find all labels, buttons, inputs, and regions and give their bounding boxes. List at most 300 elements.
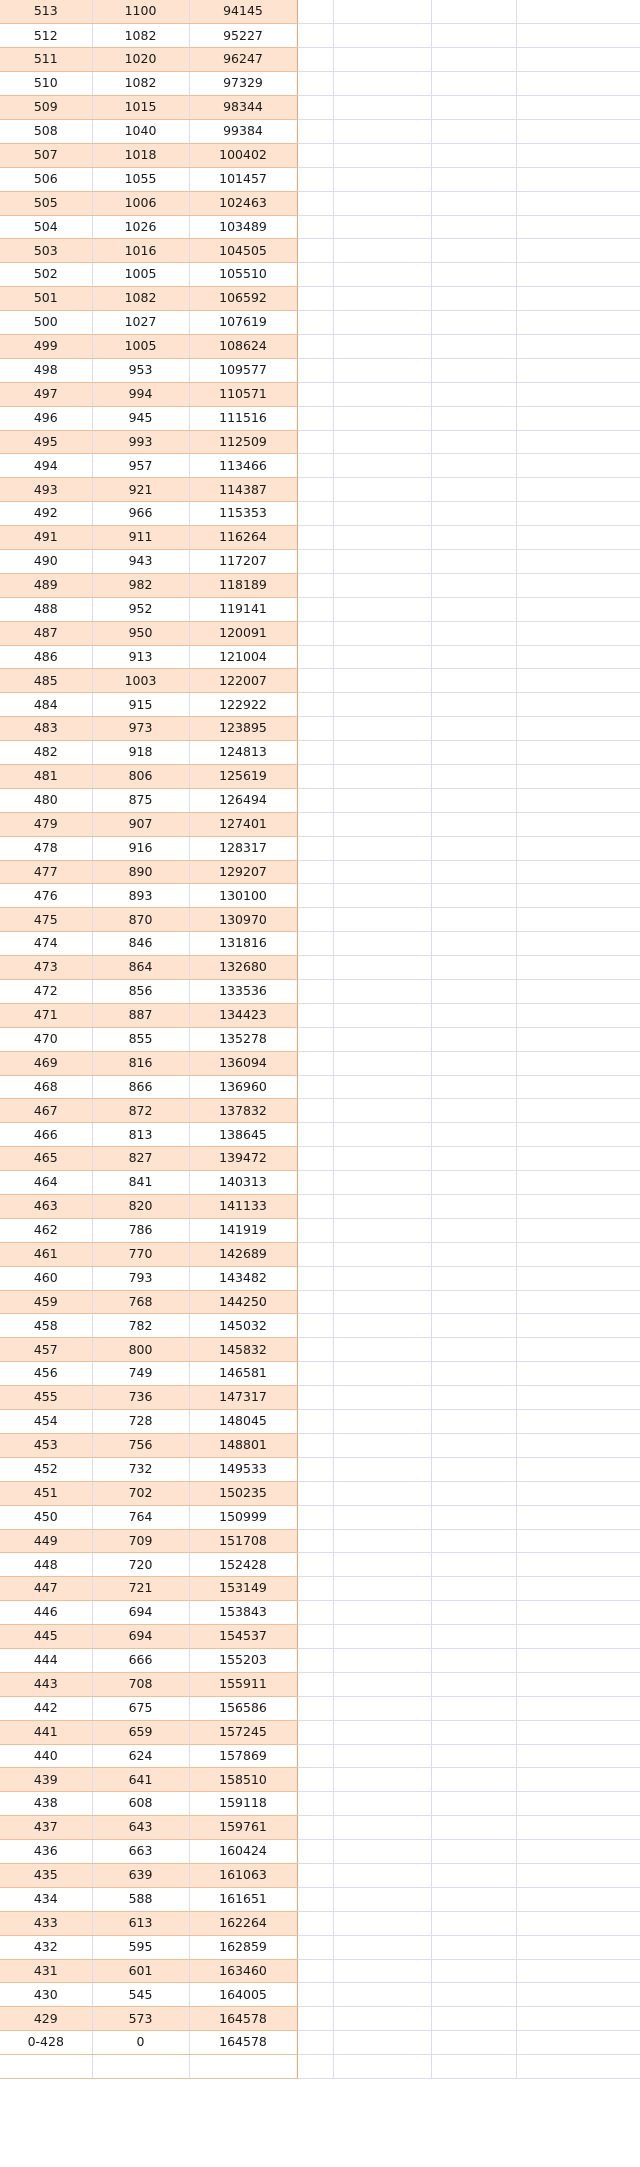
- cumulative-cell[interactable]: 120091: [189, 621, 297, 645]
- empty-cell[interactable]: [516, 1218, 640, 1242]
- score-cell[interactable]: 476: [0, 884, 92, 908]
- empty-cell[interactable]: [431, 478, 516, 502]
- cumulative-cell[interactable]: 124813: [189, 741, 297, 765]
- empty-cell[interactable]: [297, 1792, 333, 1816]
- count-cell[interactable]: 806: [92, 765, 189, 789]
- empty-cell[interactable]: [333, 1338, 431, 1362]
- empty-cell[interactable]: [297, 1338, 333, 1362]
- cumulative-cell[interactable]: 111516: [189, 406, 297, 430]
- empty-cell[interactable]: [431, 1840, 516, 1864]
- empty-cell[interactable]: [297, 1051, 333, 1075]
- empty-cell[interactable]: [431, 1027, 516, 1051]
- empty-cell[interactable]: [516, 1481, 640, 1505]
- cumulative-cell[interactable]: 116264: [189, 526, 297, 550]
- empty-cell[interactable]: [516, 1338, 640, 1362]
- empty-cell[interactable]: [297, 167, 333, 191]
- score-cell[interactable]: 474: [0, 932, 92, 956]
- empty-cell[interactable]: [297, 334, 333, 358]
- score-cell[interactable]: 431: [0, 1959, 92, 1983]
- count-cell[interactable]: 800: [92, 1338, 189, 1362]
- count-cell[interactable]: 639: [92, 1863, 189, 1887]
- empty-cell[interactable]: [333, 1433, 431, 1457]
- cumulative-cell[interactable]: 118189: [189, 573, 297, 597]
- cumulative-cell[interactable]: 101457: [189, 167, 297, 191]
- count-cell[interactable]: 907: [92, 812, 189, 836]
- empty-cell[interactable]: [333, 191, 431, 215]
- empty-cell[interactable]: [333, 1171, 431, 1195]
- score-cell[interactable]: 510: [0, 72, 92, 96]
- empty-cell[interactable]: [516, 1672, 640, 1696]
- empty-cell[interactable]: [333, 358, 431, 382]
- cumulative-cell[interactable]: 145032: [189, 1314, 297, 1338]
- empty-cell[interactable]: [516, 72, 640, 96]
- empty-cell[interactable]: [431, 1983, 516, 2007]
- count-cell[interactable]: 911: [92, 526, 189, 550]
- score-cell[interactable]: 470: [0, 1027, 92, 1051]
- empty-cell[interactable]: [516, 908, 640, 932]
- empty-cell[interactable]: [431, 1147, 516, 1171]
- empty-cell[interactable]: [516, 191, 640, 215]
- score-cell[interactable]: 440: [0, 1744, 92, 1768]
- empty-cell[interactable]: [431, 48, 516, 72]
- empty-cell[interactable]: [297, 1266, 333, 1290]
- score-cell[interactable]: 490: [0, 549, 92, 573]
- empty-cell[interactable]: [333, 72, 431, 96]
- count-cell[interactable]: 982: [92, 573, 189, 597]
- cumulative-cell[interactable]: 157245: [189, 1720, 297, 1744]
- empty-cell[interactable]: [297, 741, 333, 765]
- count-cell[interactable]: 624: [92, 1744, 189, 1768]
- empty-cell[interactable]: [516, 478, 640, 502]
- empty-cell[interactable]: [297, 1481, 333, 1505]
- empty-cell[interactable]: [297, 669, 333, 693]
- count-cell[interactable]: 1015: [92, 96, 189, 120]
- cumulative-cell[interactable]: 152428: [189, 1553, 297, 1577]
- empty-cell[interactable]: [516, 2055, 640, 2079]
- empty-cell[interactable]: [516, 48, 640, 72]
- empty-cell[interactable]: [516, 406, 640, 430]
- empty-cell[interactable]: [516, 1314, 640, 1338]
- empty-cell[interactable]: [516, 2007, 640, 2031]
- empty-cell[interactable]: [333, 215, 431, 239]
- empty-cell[interactable]: [516, 1720, 640, 1744]
- empty-cell[interactable]: [297, 119, 333, 143]
- score-cell[interactable]: 465: [0, 1147, 92, 1171]
- empty-cell[interactable]: [333, 287, 431, 311]
- empty-cell[interactable]: [516, 1625, 640, 1649]
- empty-cell[interactable]: [431, 96, 516, 120]
- count-cell[interactable]: 1003: [92, 669, 189, 693]
- cumulative-cell[interactable]: 102463: [189, 191, 297, 215]
- count-cell[interactable]: 827: [92, 1147, 189, 1171]
- count-cell[interactable]: 846: [92, 932, 189, 956]
- empty-cell[interactable]: [431, 765, 516, 789]
- count-cell[interactable]: 994: [92, 382, 189, 406]
- cumulative-cell[interactable]: 108624: [189, 334, 297, 358]
- empty-cell[interactable]: [297, 430, 333, 454]
- empty-cell[interactable]: [431, 1266, 516, 1290]
- empty-cell[interactable]: [431, 263, 516, 287]
- score-cell[interactable]: 483: [0, 717, 92, 741]
- empty-cell[interactable]: [297, 1983, 333, 2007]
- empty-cell[interactable]: [297, 358, 333, 382]
- score-cell[interactable]: 433: [0, 1911, 92, 1935]
- empty-cell[interactable]: [516, 621, 640, 645]
- empty-cell[interactable]: [516, 932, 640, 956]
- cumulative-cell[interactable]: 153843: [189, 1601, 297, 1625]
- empty-cell[interactable]: [516, 263, 640, 287]
- empty-cell[interactable]: [297, 1529, 333, 1553]
- empty-cell[interactable]: [431, 1744, 516, 1768]
- empty-cell[interactable]: [297, 597, 333, 621]
- empty-cell[interactable]: [333, 1887, 431, 1911]
- empty-cell[interactable]: [333, 1123, 431, 1147]
- empty-cell[interactable]: [431, 1003, 516, 1027]
- empty-cell[interactable]: [297, 502, 333, 526]
- count-cell[interactable]: 1055: [92, 167, 189, 191]
- count-cell[interactable]: 720: [92, 1553, 189, 1577]
- empty-cell[interactable]: [333, 1816, 431, 1840]
- cumulative-cell[interactable]: 133536: [189, 980, 297, 1004]
- score-cell[interactable]: 466: [0, 1123, 92, 1147]
- score-cell[interactable]: 478: [0, 836, 92, 860]
- score-cell[interactable]: 500: [0, 311, 92, 335]
- empty-cell[interactable]: [333, 741, 431, 765]
- score-cell[interactable]: 491: [0, 526, 92, 550]
- empty-cell[interactable]: [431, 1648, 516, 1672]
- score-cell[interactable]: 495: [0, 430, 92, 454]
- count-cell[interactable]: 736: [92, 1386, 189, 1410]
- score-cell[interactable]: 508: [0, 119, 92, 143]
- cumulative-cell[interactable]: 129207: [189, 860, 297, 884]
- empty-cell[interactable]: [516, 765, 640, 789]
- cumulative-cell[interactable]: 156586: [189, 1696, 297, 1720]
- empty-cell[interactable]: [431, 1099, 516, 1123]
- empty-cell[interactable]: [431, 669, 516, 693]
- cumulative-cell[interactable]: 161063: [189, 1863, 297, 1887]
- empty-cell[interactable]: [333, 2055, 431, 2079]
- empty-cell[interactable]: [431, 1362, 516, 1386]
- score-cell[interactable]: 460: [0, 1266, 92, 1290]
- cumulative-cell[interactable]: 99384: [189, 119, 297, 143]
- empty-cell[interactable]: [333, 956, 431, 980]
- empty-cell[interactable]: [297, 765, 333, 789]
- empty-cell[interactable]: [333, 1768, 431, 1792]
- empty-cell[interactable]: [431, 1672, 516, 1696]
- empty-cell[interactable]: [297, 1720, 333, 1744]
- count-cell[interactable]: 993: [92, 430, 189, 454]
- empty-cell[interactable]: [333, 1983, 431, 2007]
- count-cell[interactable]: 786: [92, 1218, 189, 1242]
- empty-cell[interactable]: [431, 2055, 516, 2079]
- count-cell[interactable]: 957: [92, 454, 189, 478]
- empty-cell[interactable]: [516, 1290, 640, 1314]
- empty-cell[interactable]: [516, 549, 640, 573]
- cumulative-cell[interactable]: 162264: [189, 1911, 297, 1935]
- empty-cell[interactable]: [431, 167, 516, 191]
- empty-cell[interactable]: [431, 2007, 516, 2031]
- empty-cell[interactable]: [297, 1505, 333, 1529]
- empty-cell[interactable]: [333, 119, 431, 143]
- empty-cell[interactable]: [431, 430, 516, 454]
- empty-cell[interactable]: [431, 573, 516, 597]
- count-cell[interactable]: 782: [92, 1314, 189, 1338]
- empty-cell[interactable]: [516, 1075, 640, 1099]
- empty-cell[interactable]: [333, 1195, 431, 1219]
- empty-cell[interactable]: [431, 1433, 516, 1457]
- cumulative-cell[interactable]: 163460: [189, 1959, 297, 1983]
- count-cell[interactable]: 663: [92, 1840, 189, 1864]
- empty-cell[interactable]: [333, 1386, 431, 1410]
- empty-cell[interactable]: [431, 72, 516, 96]
- empty-cell[interactable]: [516, 1911, 640, 1935]
- count-cell[interactable]: 643: [92, 1816, 189, 1840]
- empty-cell[interactable]: [431, 311, 516, 335]
- empty-cell[interactable]: [516, 119, 640, 143]
- empty-cell[interactable]: [333, 1410, 431, 1434]
- empty-cell[interactable]: [431, 239, 516, 263]
- empty-cell[interactable]: [297, 1457, 333, 1481]
- cumulative-cell[interactable]: 127401: [189, 812, 297, 836]
- cumulative-cell[interactable]: 157869: [189, 1744, 297, 1768]
- empty-cell[interactable]: [333, 143, 431, 167]
- count-cell[interactable]: 953: [92, 358, 189, 382]
- empty-cell[interactable]: [516, 1195, 640, 1219]
- empty-cell[interactable]: [333, 526, 431, 550]
- empty-cell[interactable]: [516, 239, 640, 263]
- empty-cell[interactable]: [431, 1290, 516, 1314]
- empty-cell[interactable]: [431, 1935, 516, 1959]
- empty-cell[interactable]: [516, 717, 640, 741]
- count-cell[interactable]: 866: [92, 1075, 189, 1099]
- score-cell[interactable]: 444: [0, 1648, 92, 1672]
- cumulative-cell[interactable]: 158510: [189, 1768, 297, 1792]
- count-cell[interactable]: [92, 2055, 189, 2079]
- empty-cell[interactable]: [333, 1792, 431, 1816]
- empty-cell[interactable]: [333, 717, 431, 741]
- score-cell[interactable]: 473: [0, 956, 92, 980]
- empty-cell[interactable]: [333, 502, 431, 526]
- count-cell[interactable]: 913: [92, 645, 189, 669]
- count-cell[interactable]: 916: [92, 836, 189, 860]
- empty-cell[interactable]: [431, 1171, 516, 1195]
- empty-cell[interactable]: [516, 836, 640, 860]
- empty-cell[interactable]: [431, 1792, 516, 1816]
- cumulative-cell[interactable]: 106592: [189, 287, 297, 311]
- empty-cell[interactable]: [431, 1863, 516, 1887]
- empty-cell[interactable]: [516, 1529, 640, 1553]
- score-cell[interactable]: 471: [0, 1003, 92, 1027]
- score-cell[interactable]: 435: [0, 1863, 92, 1887]
- empty-cell[interactable]: [297, 1075, 333, 1099]
- count-cell[interactable]: 732: [92, 1457, 189, 1481]
- empty-cell[interactable]: [431, 1481, 516, 1505]
- cumulative-cell[interactable]: 136094: [189, 1051, 297, 1075]
- cumulative-cell[interactable]: 150999: [189, 1505, 297, 1529]
- empty-cell[interactable]: [431, 119, 516, 143]
- score-cell[interactable]: 507: [0, 143, 92, 167]
- count-cell[interactable]: 721: [92, 1577, 189, 1601]
- cumulative-cell[interactable]: 140313: [189, 1171, 297, 1195]
- empty-cell[interactable]: [297, 1386, 333, 1410]
- count-cell[interactable]: 1005: [92, 334, 189, 358]
- cumulative-cell[interactable]: 122007: [189, 669, 297, 693]
- empty-cell[interactable]: [297, 1601, 333, 1625]
- cumulative-cell[interactable]: 162859: [189, 1935, 297, 1959]
- empty-cell[interactable]: [431, 836, 516, 860]
- empty-cell[interactable]: [516, 1003, 640, 1027]
- count-cell[interactable]: 641: [92, 1768, 189, 1792]
- cumulative-cell[interactable]: 153149: [189, 1577, 297, 1601]
- count-cell[interactable]: 966: [92, 502, 189, 526]
- score-cell[interactable]: 459: [0, 1290, 92, 1314]
- score-cell[interactable]: 462: [0, 1218, 92, 1242]
- empty-cell[interactable]: [297, 1935, 333, 1959]
- count-cell[interactable]: 659: [92, 1720, 189, 1744]
- count-cell[interactable]: 709: [92, 1529, 189, 1553]
- empty-cell[interactable]: [333, 549, 431, 573]
- cumulative-cell[interactable]: 114387: [189, 478, 297, 502]
- empty-cell[interactable]: [333, 1529, 431, 1553]
- empty-cell[interactable]: [431, 884, 516, 908]
- cumulative-cell[interactable]: 113466: [189, 454, 297, 478]
- empty-cell[interactable]: [297, 1147, 333, 1171]
- count-cell[interactable]: 694: [92, 1601, 189, 1625]
- score-cell[interactable]: 453: [0, 1433, 92, 1457]
- empty-cell[interactable]: [516, 669, 640, 693]
- empty-cell[interactable]: [333, 1457, 431, 1481]
- empty-cell[interactable]: [516, 358, 640, 382]
- empty-cell[interactable]: [333, 765, 431, 789]
- empty-cell[interactable]: [333, 1577, 431, 1601]
- empty-cell[interactable]: [297, 2031, 333, 2055]
- empty-cell[interactable]: [516, 430, 640, 454]
- cumulative-cell[interactable]: 135278: [189, 1027, 297, 1051]
- score-cell[interactable]: 481: [0, 765, 92, 789]
- empty-cell[interactable]: [431, 502, 516, 526]
- cumulative-cell[interactable]: 147317: [189, 1386, 297, 1410]
- empty-cell[interactable]: [431, 1075, 516, 1099]
- count-cell[interactable]: 608: [92, 1792, 189, 1816]
- empty-cell[interactable]: [431, 24, 516, 48]
- score-cell[interactable]: 436: [0, 1840, 92, 1864]
- empty-cell[interactable]: [297, 311, 333, 335]
- count-cell[interactable]: 1016: [92, 239, 189, 263]
- empty-cell[interactable]: [516, 454, 640, 478]
- empty-cell[interactable]: [431, 1123, 516, 1147]
- cumulative-cell[interactable]: 164578: [189, 2031, 297, 2055]
- count-cell[interactable]: 887: [92, 1003, 189, 1027]
- empty-cell[interactable]: [516, 956, 640, 980]
- score-cell[interactable]: 485: [0, 669, 92, 693]
- empty-cell[interactable]: [431, 526, 516, 550]
- cumulative-cell[interactable]: 130100: [189, 884, 297, 908]
- count-cell[interactable]: 1027: [92, 311, 189, 335]
- cumulative-cell[interactable]: 125619: [189, 765, 297, 789]
- empty-cell[interactable]: [333, 669, 431, 693]
- empty-cell[interactable]: [431, 1911, 516, 1935]
- score-cell[interactable]: 497: [0, 382, 92, 406]
- empty-cell[interactable]: [333, 48, 431, 72]
- count-cell[interactable]: 973: [92, 717, 189, 741]
- empty-cell[interactable]: [297, 1625, 333, 1649]
- score-cell[interactable]: 503: [0, 239, 92, 263]
- count-cell[interactable]: 890: [92, 860, 189, 884]
- empty-cell[interactable]: [431, 358, 516, 382]
- cumulative-cell[interactable]: 155911: [189, 1672, 297, 1696]
- count-cell[interactable]: 855: [92, 1027, 189, 1051]
- empty-cell[interactable]: [431, 1386, 516, 1410]
- empty-cell[interactable]: [516, 788, 640, 812]
- cumulative-cell[interactable]: 98344: [189, 96, 297, 120]
- empty-cell[interactable]: [333, 239, 431, 263]
- empty-cell[interactable]: [333, 980, 431, 1004]
- cumulative-cell[interactable]: 159118: [189, 1792, 297, 1816]
- count-cell[interactable]: 666: [92, 1648, 189, 1672]
- empty-cell[interactable]: [431, 1529, 516, 1553]
- empty-cell[interactable]: [333, 1051, 431, 1075]
- empty-cell[interactable]: [297, 287, 333, 311]
- cumulative-cell[interactable]: 134423: [189, 1003, 297, 1027]
- score-cell[interactable]: 479: [0, 812, 92, 836]
- empty-cell[interactable]: [333, 382, 431, 406]
- empty-cell[interactable]: [297, 1863, 333, 1887]
- empty-cell[interactable]: [516, 1816, 640, 1840]
- empty-cell[interactable]: [431, 956, 516, 980]
- empty-cell[interactable]: [333, 860, 431, 884]
- count-cell[interactable]: 768: [92, 1290, 189, 1314]
- empty-cell[interactable]: [516, 167, 640, 191]
- score-cell[interactable]: 492: [0, 502, 92, 526]
- cumulative-cell[interactable]: 164005: [189, 1983, 297, 2007]
- count-cell[interactable]: 1020: [92, 48, 189, 72]
- empty-cell[interactable]: [297, 1696, 333, 1720]
- empty-cell[interactable]: [297, 1362, 333, 1386]
- count-cell[interactable]: 545: [92, 1983, 189, 2007]
- empty-cell[interactable]: [333, 478, 431, 502]
- score-cell[interactable]: 468: [0, 1075, 92, 1099]
- empty-cell[interactable]: [431, 143, 516, 167]
- cumulative-cell[interactable]: 145832: [189, 1338, 297, 1362]
- empty-cell[interactable]: [333, 1218, 431, 1242]
- count-cell[interactable]: 1018: [92, 143, 189, 167]
- empty-cell[interactable]: [333, 1362, 431, 1386]
- empty-cell[interactable]: [297, 0, 333, 24]
- empty-cell[interactable]: [431, 1218, 516, 1242]
- score-cell[interactable]: 469: [0, 1051, 92, 1075]
- empty-cell[interactable]: [431, 454, 516, 478]
- cumulative-cell[interactable]: 95227: [189, 24, 297, 48]
- empty-cell[interactable]: [516, 24, 640, 48]
- count-cell[interactable]: 1082: [92, 72, 189, 96]
- count-cell[interactable]: 601: [92, 1959, 189, 1983]
- count-cell[interactable]: 943: [92, 549, 189, 573]
- cumulative-cell[interactable]: [189, 2055, 297, 2079]
- empty-cell[interactable]: [333, 454, 431, 478]
- empty-cell[interactable]: [333, 1648, 431, 1672]
- empty-cell[interactable]: [297, 1816, 333, 1840]
- empty-cell[interactable]: [516, 1386, 640, 1410]
- empty-cell[interactable]: [516, 693, 640, 717]
- score-cell[interactable]: 456: [0, 1362, 92, 1386]
- count-cell[interactable]: 595: [92, 1935, 189, 1959]
- empty-cell[interactable]: [333, 884, 431, 908]
- score-cell[interactable]: 496: [0, 406, 92, 430]
- score-cell[interactable]: 506: [0, 167, 92, 191]
- empty-cell[interactable]: [431, 980, 516, 1004]
- score-cell[interactable]: 0-428: [0, 2031, 92, 2055]
- empty-cell[interactable]: [431, 549, 516, 573]
